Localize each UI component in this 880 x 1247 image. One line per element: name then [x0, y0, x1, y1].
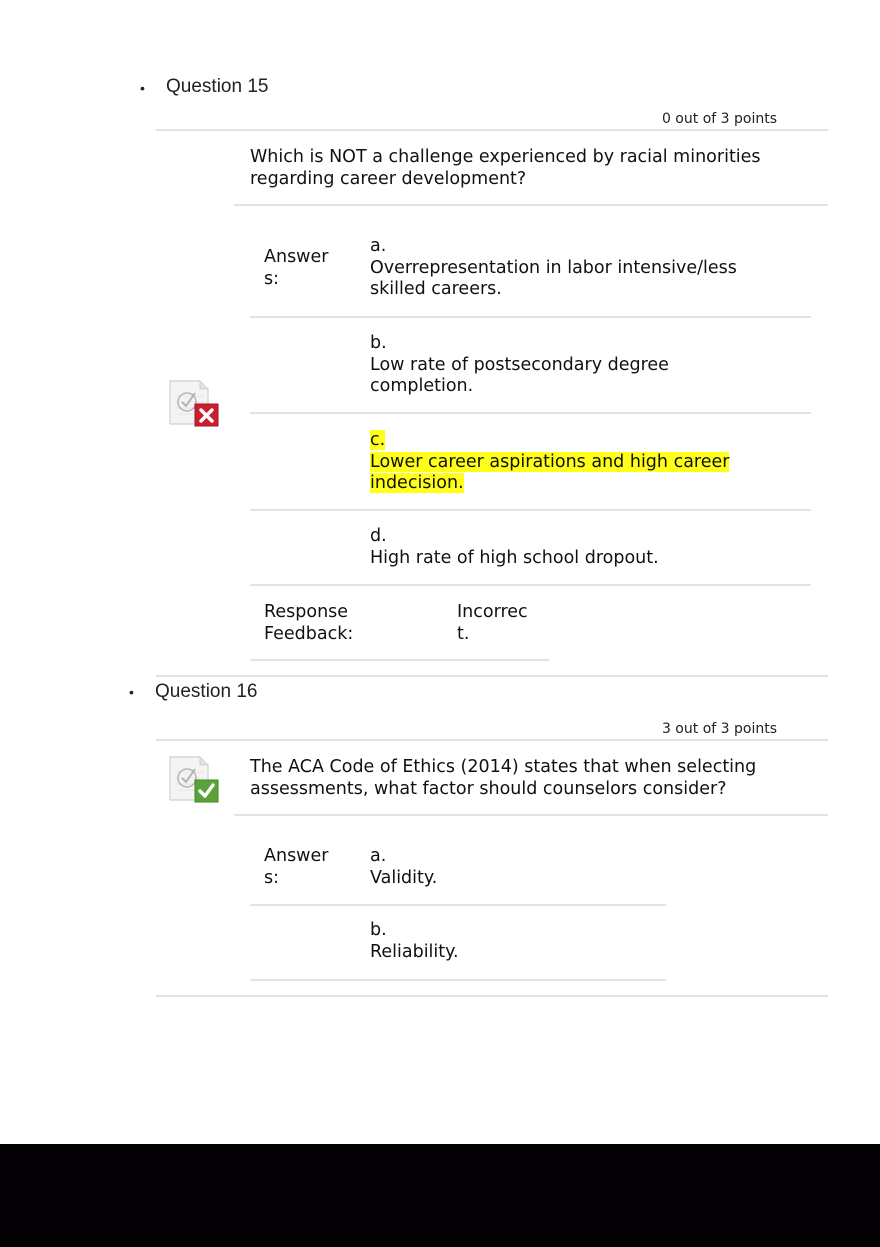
answer-letter: b.	[370, 920, 387, 940]
question-text-line: The ACA Code of Ethics (2014) states that when selecting	[250, 757, 757, 777]
question-title: Question 15	[166, 76, 269, 97]
answer-option-b	[370, 920, 459, 963]
answer-letter: b.	[370, 333, 387, 353]
answer-text: Overrepresentation in labor intensive/less	[370, 257, 737, 278]
question-text	[250, 146, 761, 190]
answers-label	[264, 246, 328, 290]
question-text-line: Which is NOT a challenge experienced by racial minorities	[250, 147, 761, 167]
list-bullet: •	[140, 80, 145, 96]
divider	[250, 904, 666, 906]
list-bullet: •	[129, 684, 134, 700]
question-text-line: assessments, what factor should counselors consider?	[250, 779, 727, 799]
answer-text-highlighted: Lower career aspirations and high career	[370, 451, 730, 472]
answer-text: skilled careers.	[370, 279, 502, 299]
label-line: Answer	[264, 846, 329, 866]
feedback-line: t.	[457, 624, 470, 644]
question-text-line: regarding career development?	[250, 169, 527, 189]
response-feedback-label	[264, 601, 353, 645]
divider	[234, 204, 828, 206]
divider	[156, 675, 828, 677]
answer-letter: c.	[370, 430, 386, 450]
correct-icon	[168, 754, 218, 804]
label-line: s:	[264, 868, 280, 888]
divider	[250, 659, 549, 661]
answers-label	[264, 845, 328, 889]
divider	[250, 584, 811, 586]
question-title: Question 16	[155, 681, 258, 702]
response-feedback-text	[457, 601, 528, 645]
answer-text: Low rate of postsecondary degree	[370, 354, 669, 375]
answer-letter: d.	[370, 526, 387, 546]
divider	[156, 739, 828, 741]
question-points: 0 out of 3 points	[661, 111, 777, 127]
answer-option-a	[370, 846, 437, 889]
answer-text-highlighted: indecision.	[370, 473, 464, 493]
divider	[250, 316, 811, 318]
label-line: Answer	[264, 247, 329, 267]
divider	[250, 509, 811, 511]
divider	[234, 814, 828, 816]
answer-text: Validity.	[370, 867, 438, 888]
question-text	[250, 756, 756, 800]
label-line: Response	[264, 602, 349, 622]
label-line: Feedback:	[264, 624, 354, 644]
answer-letter: a.	[370, 236, 387, 256]
question-points: 3 out of 3 points	[661, 721, 777, 737]
feedback-line: Incorrec	[457, 602, 528, 622]
answer-text: High rate of high school dropout.	[370, 547, 659, 568]
answer-text: completion.	[370, 376, 474, 396]
answer-option-c-selected	[370, 430, 729, 495]
answer-option-b	[370, 333, 669, 398]
divider	[250, 412, 811, 414]
divider	[156, 129, 828, 131]
incorrect-icon	[168, 378, 218, 428]
divider	[156, 995, 828, 997]
bottom-black-bar	[0, 1144, 880, 1247]
answer-letter: a.	[370, 846, 387, 866]
label-line: s:	[264, 269, 280, 289]
answer-option-a	[370, 236, 737, 301]
divider	[250, 979, 666, 981]
answer-option-d	[370, 526, 659, 569]
answer-text: Reliability.	[370, 941, 459, 962]
